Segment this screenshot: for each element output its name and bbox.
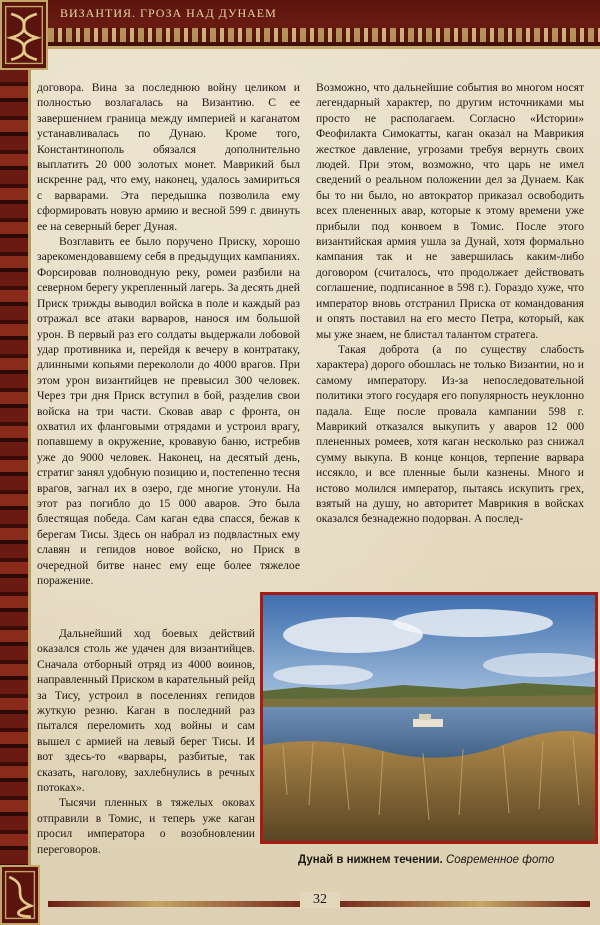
caption-title: Дунай в нижнем течении. (298, 854, 443, 866)
right-column-text (316, 80, 584, 527)
page-number: 32 (300, 892, 340, 908)
celtic-knot-icon (0, 0, 48, 70)
paragraph: Возглавить ее было поручено Приску, хорошо зарекомендовавшему себя в предыдущих кампаниях. Форсировав полноводную реку, ромеи разбили на северном берегу укрепленный лагерь. За десять дней Приск трижды выводил войска в поле и каждый раз отражал все атаки варваров, нанося им большой урон. В первый раз его солдаты выдержали лобовой удар противника и, перейдя к вечеру в контратаку, длинными копьями перекололи до 4000 врагов. При этом урон византийцев не превысил 300 человек. Через три дня Приск вступил в бой, разделив свои войска на три части. Сковав авар с фронта, он охватил их фланговыми отрядами и устроил врагу, попавшему в окружение, кровавую баню, истребив уже до 9000 человек. Наконец, на десятый день, стратиг занял удобную позицию и, постепенно тесня врагов, загнал их в озеро, где многие утонули. На этот раз погибло до 15 000 аваров. Это была блестящая победа. Сам каган едва спасся, бежав к берегам Тисы. Здесь он набрал из подвластных ему славян и гепидов новое войско, но Приск в очередной битве нанес ему еще более тяжелое поражение. (37, 235, 300, 587)
paragraph: Возможно, что дальнейшие события во многом носят легендарный характер, по другим источниками мы просто не располагаем. Согласно «Истории» Феофилакта Симокатты, каган оказал на Маврикия жесткое давление, угрозами требуя вернуть своих людей. При этом, возможно, что царь не имел сведений о реальном положении дел за Дунаем. Как бы то ни было, но автократор приказал освободить всех плененных авар, которые к этому времени уже прибыли под конвоем в Томис. После этого византийская армия ушла за Дунай, хотя формально кампания так и не завершилась каким-либо договором (считалось, что продолжает действовать соглашение, подписанное в 598 г.). Гораздо хуже, что император вновь отстранил Приска от командования и опять поставил на его место Петра, который, как мы уже знаем, не блистал талантом стратега. (316, 81, 584, 341)
caption-note: Современное фото (445, 854, 555, 866)
paragraph: договора. Вина за последнюю войну целиком и полностью возлагалась на Византию. С ее завершением граница между империей и каганатом устанавливалась по Дунаю. Кроме того, Константинополь обязался дополнительно выплатить 20 000 золотых монет. Маврикий был искренне рад, что ему, наконец, удалось замириться с варварами. Эта передышка позволила ему сформировать новую армию и весной 599 г. двинуть ее на северный берег Дуная. (37, 81, 300, 233)
paragraph: Тысячи пленных в тяжелых оковах отправили в Томис, и теперь уже каган просил императора о возобновлении переговоров. (37, 796, 255, 856)
page-header (48, 0, 600, 49)
running-title: ВИЗАНТИЯ. ГРОЗА НАД ДУНАЕМ (60, 6, 277, 20)
left-ornamental-border (0, 0, 31, 925)
left-column-lower-text (37, 626, 255, 857)
header-ornament-band (48, 28, 600, 42)
paragraph: Такая доброта (а по существу слабость характера) дорого обошлась не только Византии, но и самому императору. Из-за непоследовательной политики этого государя его популярность неуклонно падала. Еще после провала кампании 598 г. Маврикий отказался выкупить у аваров 12 000 плененных ромеев, хотя каган несколько раз снижал сумму выкупа. В конце концов, терпение варвара иссякло, и все пленные были казнены. Много и истово молился император, пытаясь искупить грех, взятый на душу, но авторитет Маврикия в войсках оказался безнадежно подорван. А послед- (316, 342, 584, 526)
danube-photo (260, 592, 598, 844)
photo-caption (298, 854, 594, 866)
left-column-text (37, 80, 300, 588)
celtic-knot-corner-icon (0, 865, 40, 925)
paragraph: Дальнейший ход боевых действий оказался столь же удачен для византийцев. Сначала отборный отряд из 4000 воинов, направленный Приском в карательный рейд за Тису, устроил в поселениях гепидов жуткую резню. Каган в последний раз пытался переломить ход войны и сам вышел с армией на левый берег Тисы. И вот здесь-то «варвары, разбитые, так сказать, наголову, захлебнулись в речных потоках». (37, 627, 255, 795)
